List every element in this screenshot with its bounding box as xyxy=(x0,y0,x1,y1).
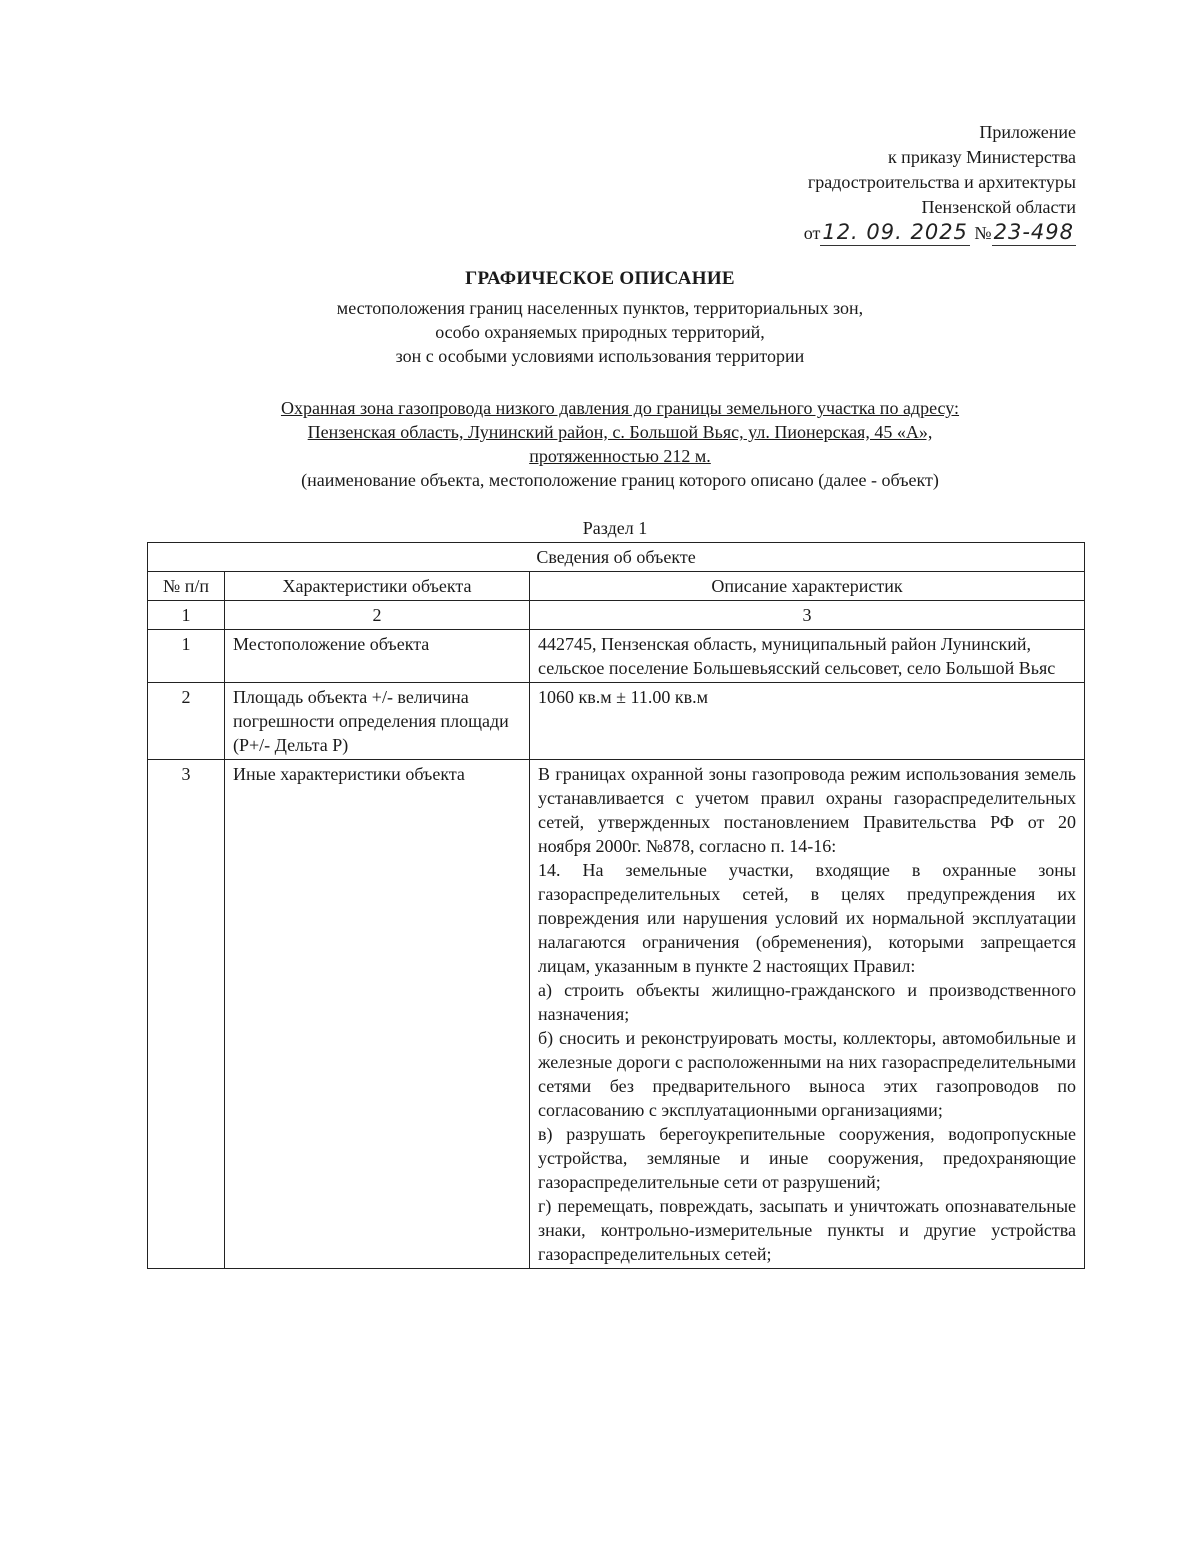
table-caption: Сведения об объекте xyxy=(148,543,1085,572)
row-characteristic: Площадь объекта +/- величина погрешности определения площади (P+/- Дельта P) xyxy=(225,683,530,760)
row-description: 442745, Пензенская область, муниципальный район Лунинский, сельское поселение Большевьясский сельсовет, село Большой Вьяс xyxy=(530,630,1085,683)
description-paragraph: В границах охранной зоны газопровода режим использования земель устанавливается с учетом правил охраны газораспределительных сетей, утвержденных постановлением Правительства РФ от 20 ноября 2000г. №878, согласно п. 14-16: xyxy=(538,764,1077,856)
description-paragraph: б) сносить и реконструировать мосты, коллекторы, автомобильные и железные дороги с расположенными на них газораспределительными сетями без предварительного выноса этих газопроводов по согласованию с эксплуатационными организациями; xyxy=(538,1028,1077,1120)
column-number: 1 xyxy=(148,601,225,630)
object-line-3: протяженностью 212 м. xyxy=(529,446,711,466)
object-note: (наименование объекта, местоположение границ которого описано (далее - объект) xyxy=(301,470,939,490)
approval-line-1: Приложение xyxy=(979,122,1076,142)
document-title: ГРАФИЧЕСКОЕ ОПИСАНИЕ xyxy=(465,268,735,289)
table-header-row xyxy=(148,572,1085,601)
subtitle-line-2: особо охраняемых природных территорий, xyxy=(435,322,765,342)
row-description: 1060 кв.м ± 11.00 кв.м xyxy=(530,683,1085,760)
approval-line-4: Пензенской области xyxy=(921,197,1076,217)
column-number: 3 xyxy=(530,601,1085,630)
object-name xyxy=(150,396,1090,468)
approval-line-2: к приказу Министерства xyxy=(887,147,1076,167)
row-description xyxy=(530,760,1085,1269)
subtitle-line-3: зон с особыми условиями использования территории xyxy=(395,346,805,366)
column-number-row xyxy=(148,601,1085,630)
object-line-2: Пензенская область, Лунинский район, с. Большой Вьяс, ул. Пионерская, 45 «А», xyxy=(307,422,933,442)
approval-line-3: градостроительства и архитектуры xyxy=(807,172,1076,192)
document-subtitle xyxy=(200,296,1000,368)
table-caption-row xyxy=(148,543,1085,572)
row-number: 2 xyxy=(148,683,225,760)
table-row xyxy=(148,683,1085,760)
section-label: Раздел 1 xyxy=(582,518,648,538)
description-paragraph: а) строить объекты жилищно-гражданского и производственного назначения; xyxy=(538,980,1077,1024)
description-paragraph: 14. На земельные участки, входящие в охранные зоны газораспределительных сетей, в целях предупреждения их повреждения или нарушения условий их нормальной эксплуатации налагаются ограничения (обременения), которыми запрещается лицам, указанным в пункте 2 настоящих Правил: xyxy=(538,860,1077,976)
column-number: 2 xyxy=(225,601,530,630)
handwritten-date: 12. 09. 2025 xyxy=(822,220,968,244)
object-line-1: Охранная зона газопровода низкого давления до границы земельного участка по адресу: xyxy=(280,398,960,418)
table-row xyxy=(148,760,1085,1269)
subtitle-line-1: местоположения границ населенных пунктов, территориальных зон, xyxy=(336,298,864,318)
object-info-table xyxy=(147,542,1085,1269)
handwritten-number: 23-498 xyxy=(993,220,1074,244)
number-prefix: № xyxy=(974,223,992,243)
header-description: Описание характеристик xyxy=(530,572,1085,601)
date-prefix: от xyxy=(803,223,821,243)
description-paragraph: г) перемещать, повреждать, засыпать и уничтожать опознавательные знаки, контрольно-измерительные пункты и другие устройства газораспределительных сетей; xyxy=(538,1196,1077,1264)
table-row xyxy=(148,630,1085,683)
header-characteristics: Характеристики объекта xyxy=(225,572,530,601)
description-paragraph: в) разрушать берегоукрепительные сооружения, водопропускные устройства, земляные и иные сооружения, предохраняющие газораспределительные сети от разрушений; xyxy=(538,1124,1077,1192)
row-number: 1 xyxy=(148,630,225,683)
row-characteristic: Местоположение объекта xyxy=(225,630,530,683)
row-characteristic: Иные характеристики объекта xyxy=(225,760,530,1269)
header-num: № п/п xyxy=(148,572,225,601)
order-date-number xyxy=(700,220,1076,248)
row-number: 3 xyxy=(148,760,225,1269)
approval-block xyxy=(700,120,1076,248)
